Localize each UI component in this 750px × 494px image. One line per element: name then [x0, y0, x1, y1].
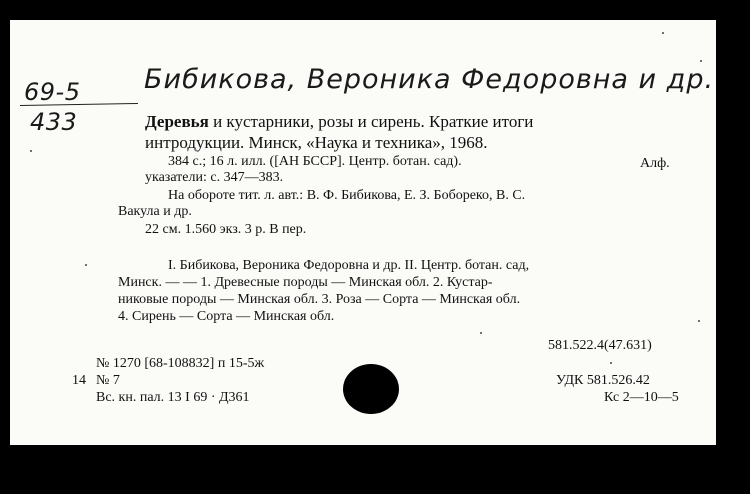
prefix-14: 14	[72, 373, 86, 388]
title-rest: и кустарники, розы и сирень. Краткие итоги	[208, 112, 534, 131]
handwritten-author-heading: Бибикова, Вероника Федоровна и др.	[144, 64, 715, 95]
alf-label: Алф.	[640, 156, 670, 171]
classification-number: 581.522.4(47.631)	[548, 338, 652, 353]
dust-speck	[85, 264, 87, 266]
dust-speck	[30, 150, 32, 152]
shelf-mark-bottom: 433	[30, 108, 78, 136]
title-line-1	[145, 112, 533, 132]
tracing-line-4: 4. Сирень — Сорта — Минская обл.	[118, 309, 335, 324]
tracing-line-1: I. Бибикова, Вероника Федоровна и др. II. Центр. ботан. сад,	[168, 258, 530, 273]
price-code: Кс 2—10—5	[604, 390, 679, 405]
dust-speck	[480, 332, 482, 334]
catalog-card	[10, 20, 716, 445]
physical-description: 384 с.; 16 л. илл. ([АН БССР]. Центр. ботан. сад).	[168, 154, 462, 169]
dust-speck	[698, 320, 700, 322]
tracing-line-3: никовые породы — Минская обл. 3. Роза — Сорта — Минская обл.	[118, 292, 521, 307]
number-7: № 7	[96, 373, 120, 388]
shelf-mark-top: 69-5	[24, 78, 81, 106]
size-price: 22 см. 1.560 экз. 3 р. В пер.	[145, 222, 307, 237]
punch-hole	[343, 364, 399, 414]
tracing-line-2: Минск. — — 1. Древесные породы — Минская обл. 2. Кустар-	[118, 275, 493, 290]
dust-speck	[662, 32, 664, 34]
udk-number: УДК 581.526.42	[556, 373, 650, 388]
dust-speck	[700, 60, 702, 62]
dust-speck	[610, 362, 612, 364]
chamber-stamp-line: Вс. кн. пал. 13 I 69 · Д361	[96, 390, 250, 405]
index-note: указатели: с. 347—383.	[145, 170, 284, 185]
title-line-2: интродукции. Минск, «Наука и техника», 1968.	[145, 133, 488, 152]
title-lead: Деревья	[145, 112, 209, 131]
order-number: № 1270 [68-108832] п 15-5ж	[96, 356, 265, 371]
verso-note-line-2: Вакула и др.	[118, 204, 192, 219]
verso-note-line-1: На обороте тит. л. авт.: В. Ф. Бибикова, Е. З. Бобореко, В. С.	[168, 188, 526, 203]
